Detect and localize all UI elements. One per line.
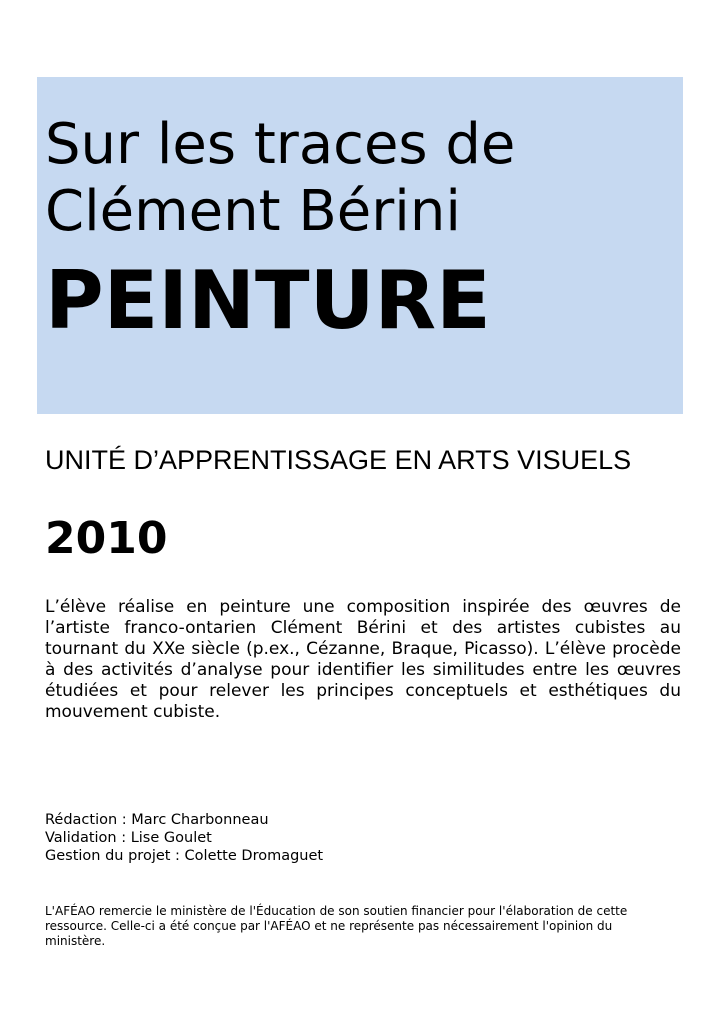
- credit-validation: Validation : Lise Goulet: [45, 830, 212, 846]
- description-paragraph: L’élève réalise en peinture une composition inspirée des œuvres de l’artiste franco-ontarien Clément Bérini et des artistes cubistes au tournant du XXe siècle (p.ex., Cézanne, Braque, Picasso). L’élève procède à des activités d’analyse pour identifier les similitudes entre les œuvres étudiées et pour relever les principes conceptuels et esthétiques du mouvement cubiste.: [45, 597, 681, 722]
- title-line-1: Sur les traces de: [45, 112, 516, 177]
- credits: [45, 811, 323, 865]
- credit-redaction: Rédaction : Marc Charbonneau: [45, 812, 269, 828]
- credit-gestion: Gestion du projet : Colette Dromaguet: [45, 848, 324, 864]
- subject-title: PEINTURE: [45, 254, 491, 347]
- title-line-2: Clément Bérini: [45, 179, 461, 244]
- title-box: [37, 77, 683, 414]
- year: 2010: [45, 513, 168, 564]
- disclaimer: L'AFÉAO remercie le ministère de l'Éducation de son soutien financier pour l'élaboration de cette ressource. Celle-ci a été conçue par l'AFÉAO et ne représente pas nécessairement l'opinion du ministère.: [45, 904, 628, 948]
- unit-label: UNITÉ D’APPRENTISSAGE EN ARTS VISUELS: [45, 445, 632, 475]
